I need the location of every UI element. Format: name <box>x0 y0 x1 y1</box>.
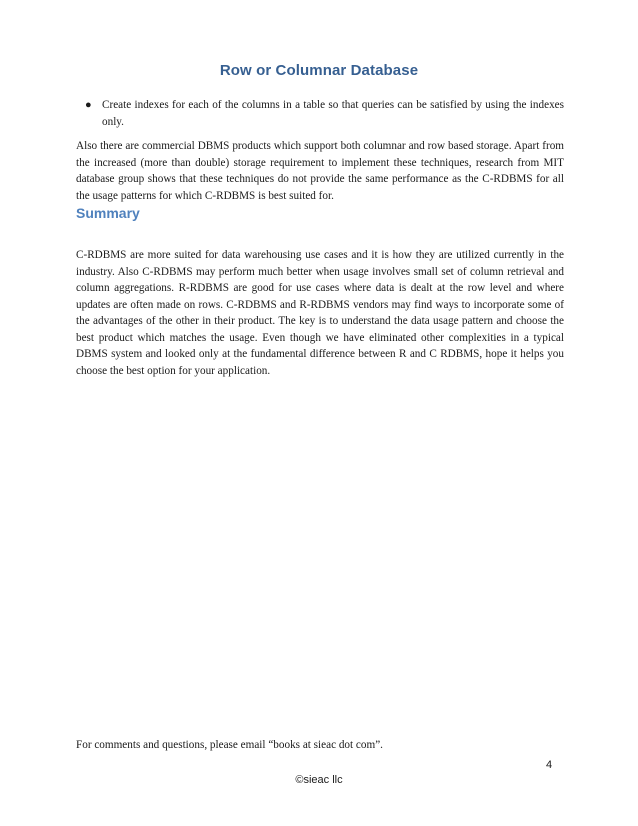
body-paragraph-storage: Also there are commercial DBMS products which support both columnar and row based storage. Apart from the increased (more than double) storage requirement to implement these techniques, research from MIT database group shows that these techniques do not provide the same performance as the C-RDBMS for all the usage patterns for which C-RDBMS is best suited for. <box>76 140 564 202</box>
page-number: 4 <box>546 759 553 771</box>
copyright-footer: ©sieac llc <box>295 774 343 786</box>
bullet-icon: ● <box>85 99 92 111</box>
summary-paragraph: C-RDBMS are more suited for data warehousing use cases and it is how they are utilized currently in the industry. Also C-RDBMS may perform much better when usage involves small set of column retrieval and column aggregations. R-RDBMS are good for use cases where data is dealt at the row level and where updates are often made on rows. C-RDBMS and R-RDBMS vendors may find ways to incorporate some of the advantages of the other in their product. The key is to understand the data usage pattern and choose the best product which matches the usage. Even though we have eliminated other complexities in a typical DBMS system and looked only at the fundamental difference between R and C RDBMS, hope it helps you choose the best option for your application. <box>76 249 564 377</box>
bullet-list <box>76 97 564 130</box>
section-heading-summary: Summary <box>76 205 140 221</box>
page-title: Row or Columnar Database <box>219 62 419 79</box>
contact-note: For comments and questions, please email “books at sieac dot com”. <box>76 739 383 751</box>
list-item <box>76 97 564 130</box>
bullet-text: Create indexes for each of the columns in a table so that queries can be satisfied by using the indexes only. <box>102 99 564 128</box>
